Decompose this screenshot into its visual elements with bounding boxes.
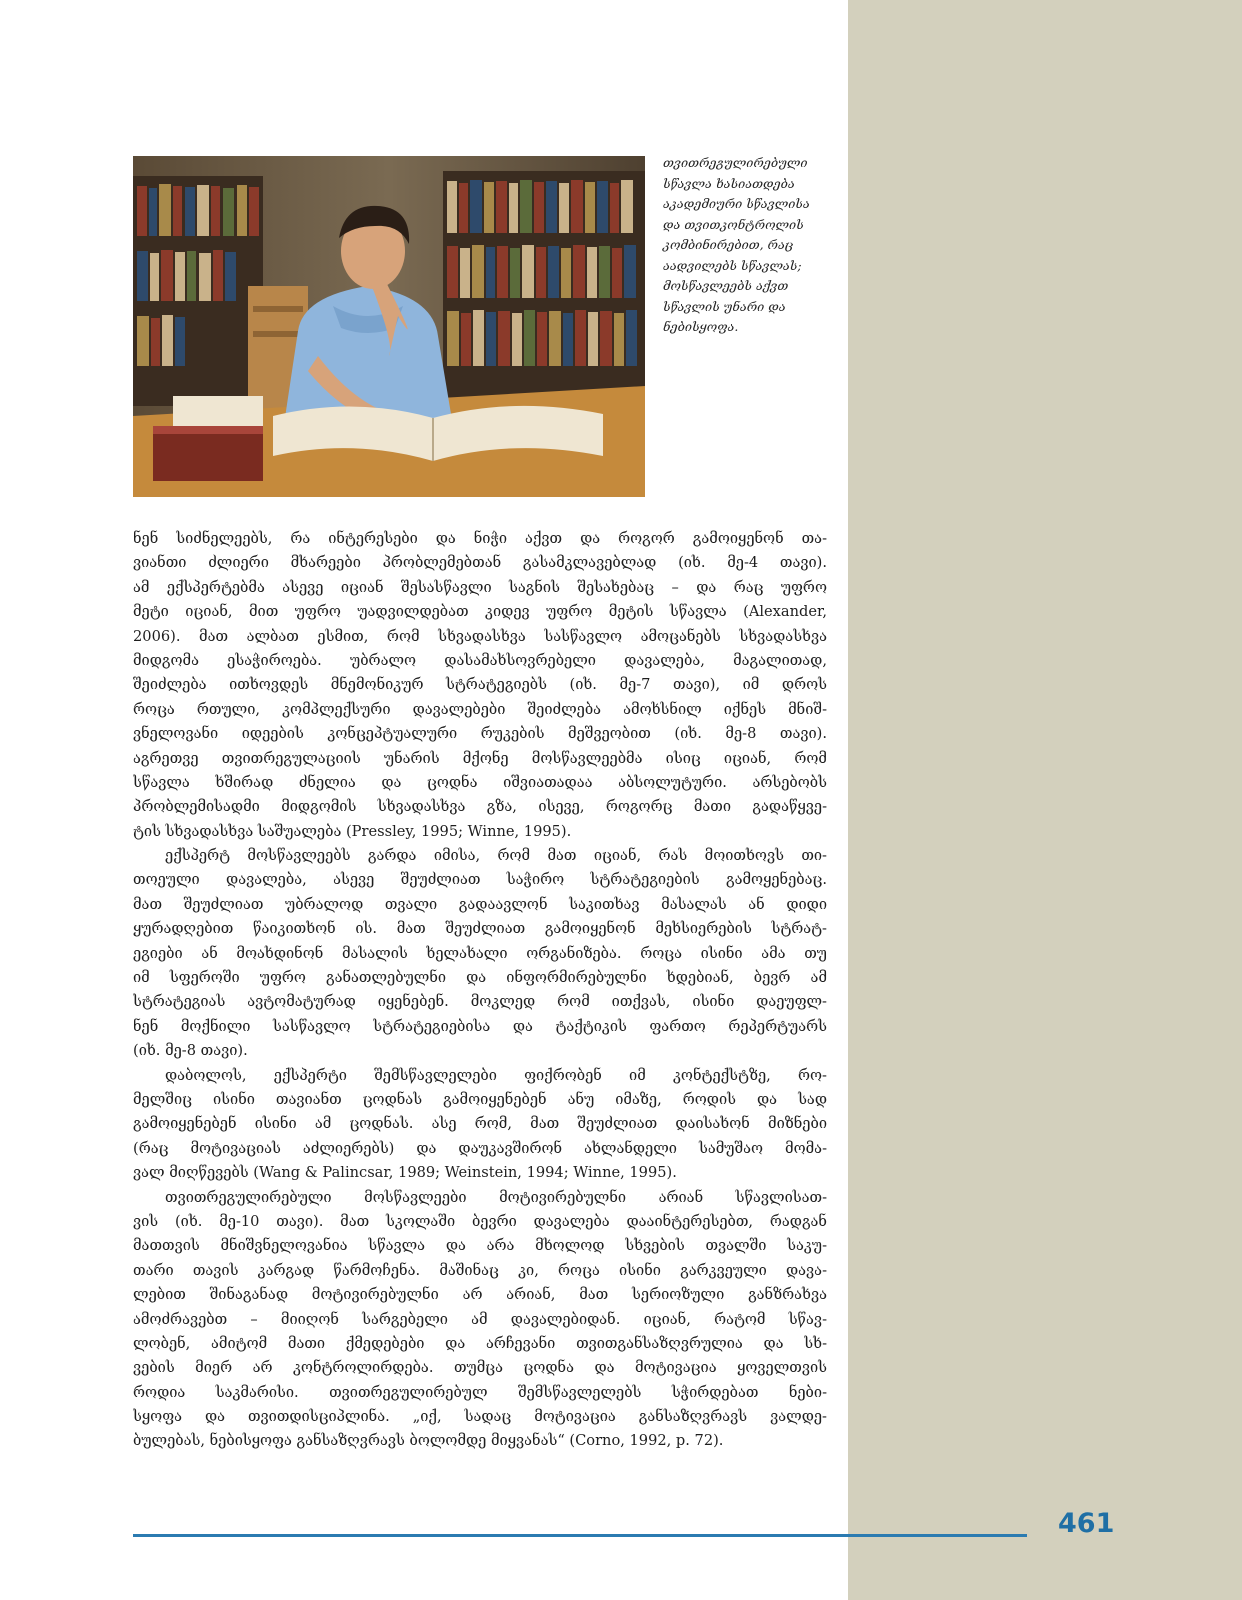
body-line: ნენ სიძნელეებს, რა ინტერესები და ნიჭი აქვთ და როგორ გამოიყენონ თა- bbox=[133, 530, 827, 547]
body-line: პრობლემისადმი მიდგომის სხვადასხვა გზა, ისევე, როგორც მათი გადაწყვე- bbox=[133, 798, 827, 816]
body-line: ნენ მოქნილი სასწავლო სტრატეგიებისა და ტაქტიკის ფართო რეპერტუარს bbox=[133, 1017, 827, 1035]
body-line: ლობენ, ამიტომ მათი ქმედებები და არჩევანი თვითგანსაზღვრულია და სხ- bbox=[133, 1334, 827, 1352]
body-line: ვების მიერ არ კონტროლირდება. თუმცა ცოდნა და მოტივაცია ყოველთვის bbox=[133, 1359, 827, 1377]
body-line: ვნელოვანი იდეების კონცეპტუალური რუკების მეშვეობით (იხ. მე-8 თავი). bbox=[133, 725, 827, 743]
body-line: ეგიები ან მოახდინონ მასალის ხელახალი ორგანიზება. როცა ისინი ამა თუ bbox=[133, 944, 827, 962]
body-line: ბულებას, ნებისყოფა განსაზღვრავს ბოლომდე მიყვანას“ (Corno, 1992, p. 72). bbox=[133, 1432, 724, 1450]
body-line: მეტი იციან, მით უფრო უადვილდებათ კიდევ უფრო მეტის სწავლა (Alexander, bbox=[133, 603, 827, 621]
body-line: მათთვის მნიშვნელოვანია სწავლა და არა მხოლოდ სხვების თვალში საკუ- bbox=[133, 1237, 827, 1255]
body-line: თვითრეგულირებული მოსწავლეები მოტივირებულნი არიან სწავლისათ- bbox=[165, 1188, 827, 1206]
body-line: სწავლა ხშირად ძნელია და ცოდნა იშვიათადაა აბსოლუტური. არსებობს bbox=[133, 773, 827, 791]
body-line: მათ შეუძლიათ უბრალოდ თვალი გადაავლონ საკითხავ მასალას ან დიდი bbox=[133, 895, 827, 913]
caption-line: თვითრეგულირებული bbox=[663, 155, 808, 170]
body-line: ვიანთი ძლიერი მხარეები პრობლემებთან გასამკლავებლად (იხ. მე-4 თავი). bbox=[133, 554, 827, 572]
body-line: დაბოლოს, ექსპერტი შემსწავლელები ფიქრობენ იმ კონტექსტზე, რო- bbox=[165, 1066, 827, 1084]
body-line: სყოფა და თვითდისციპლინა. „იქ, სადაც მოტივაცია განსაზღვრავს ვალდე- bbox=[133, 1408, 827, 1426]
body-text bbox=[133, 527, 827, 1454]
body-line: ლებით შინაგანად მოტივირებულნი არ არიან, მათ სერიოზული განზრახვა bbox=[133, 1286, 827, 1304]
body-line: აგრეთვე თვითრეგულაციის უნარის მქონე მოსწავლეებმა ისიც იციან, რომ bbox=[133, 749, 827, 767]
body-line: (იხ. მე-8 თავი). bbox=[133, 1042, 248, 1060]
body-line: ექსპერტ მოსწავლეებს გარდა იმისა, რომ მათ იციან, რას მოითხოვს თი- bbox=[165, 847, 827, 865]
caption-line: აადვილებს სწავლას; bbox=[663, 257, 802, 273]
body-line: ტის სხვადასხვა საშუალება (Pressley, 1995; Winne, 1995). bbox=[133, 822, 572, 840]
body-line: 2006). მათ ალბათ ესმით, რომ სხვადასხვა სასწავლო ამოცანებს სხვადასხვა bbox=[133, 627, 827, 645]
body-line: (რაც მოტივაციას აძლიერებს) და დაუკავშირონ ახლანდელი სამუშაო მომა- bbox=[133, 1139, 827, 1157]
figure-photo bbox=[133, 156, 645, 497]
body-line: შეიძლება ითხოვდეს მნემონიკურ სტრატეგიებს (იხ. მე-7 თავი), იმ დროს bbox=[133, 676, 827, 694]
caption-line: და თვითკონტროლის bbox=[663, 216, 804, 232]
body-line: იმ სფეროში უფრო განათლებულნი და ინფორმირებულნი ხდებიან, ბევრ ამ bbox=[133, 969, 827, 987]
footer-rule bbox=[133, 1534, 1027, 1537]
page-number: 461 bbox=[1058, 1508, 1115, 1539]
caption-line: სწავლა ხასიათდება bbox=[663, 175, 795, 191]
body-line: მიდგომა ესაჭიროება. უბრალო დასამახსოვრებელი დავალება, მაგალითად, bbox=[133, 651, 827, 669]
body-line: ამოძრავებთ – მიიღონ სარგებელი ამ დავალებიდან. იციან, რატომ სწავ- bbox=[133, 1310, 827, 1328]
body-line: თარი თავის კარგად წარმოჩენა. მაშინაც კი, როცა ისინი გარკვეული დავა- bbox=[133, 1261, 827, 1279]
caption-line: კომბინირებით, რაც bbox=[663, 237, 794, 252]
body-line: თოეული დავალება, ასევე შეუძლიათ საჭირო სტრატეგიების გამოყენებაც. bbox=[133, 871, 827, 889]
body-line: ამ ექსპერტებმა ასევე იციან შესასწავლი საგნის შესახებაც – და რაც უფრო bbox=[133, 578, 827, 596]
body-line: გამოიყენებენ ისინი ამ ცოდნას. ასე რომ, მათ შეუძლიათ დაისახონ მიზნები bbox=[133, 1115, 827, 1133]
caption-line: ნებისყოფა. bbox=[663, 319, 739, 334]
caption-line: მოსწავლეებს აქვთ bbox=[663, 278, 789, 293]
body-line: როდია საკმარისი. თვითრეგულირებულ შემსწავლელებს სჭირდებათ ნები- bbox=[133, 1383, 827, 1401]
body-line: ვალ მიღწევებს (Wang & Palincsar, 1989; Weinstein, 1994; Winne, 1995). bbox=[133, 1164, 677, 1182]
figure-caption bbox=[663, 153, 828, 338]
body-line: როცა რთული, კომპლექსური დავალებები შეიძლება ამოხსნილ იქნეს მნიშ- bbox=[133, 700, 827, 718]
body-line: ყურადღებით წაიკითხონ ის. მათ შეუძლიათ გამოიყენონ მეხსიერების სტრატ- bbox=[133, 920, 827, 938]
body-line: მელშიც ისინი თავიანთ ცოდნას გამოიყენებენ ანუ იმაზე, როდის და სად bbox=[133, 1090, 827, 1108]
body-line: სტრატეგიას ავტომატურად იყენებენ. მოკლედ რომ ითქვას, ისინი დაეუფლ- bbox=[133, 993, 827, 1011]
student-library-illustration bbox=[133, 156, 645, 497]
caption-line: აკადემიური სწავლისა bbox=[663, 196, 810, 211]
body-line: ვის (იხ. მე-10 თავი). მათ სკოლაში ბევრი დავალება დააინტერესებთ, რადგან bbox=[133, 1212, 827, 1230]
side-margin-panel bbox=[848, 0, 1242, 1600]
caption-line: სწავლის უნარი და bbox=[663, 298, 786, 314]
